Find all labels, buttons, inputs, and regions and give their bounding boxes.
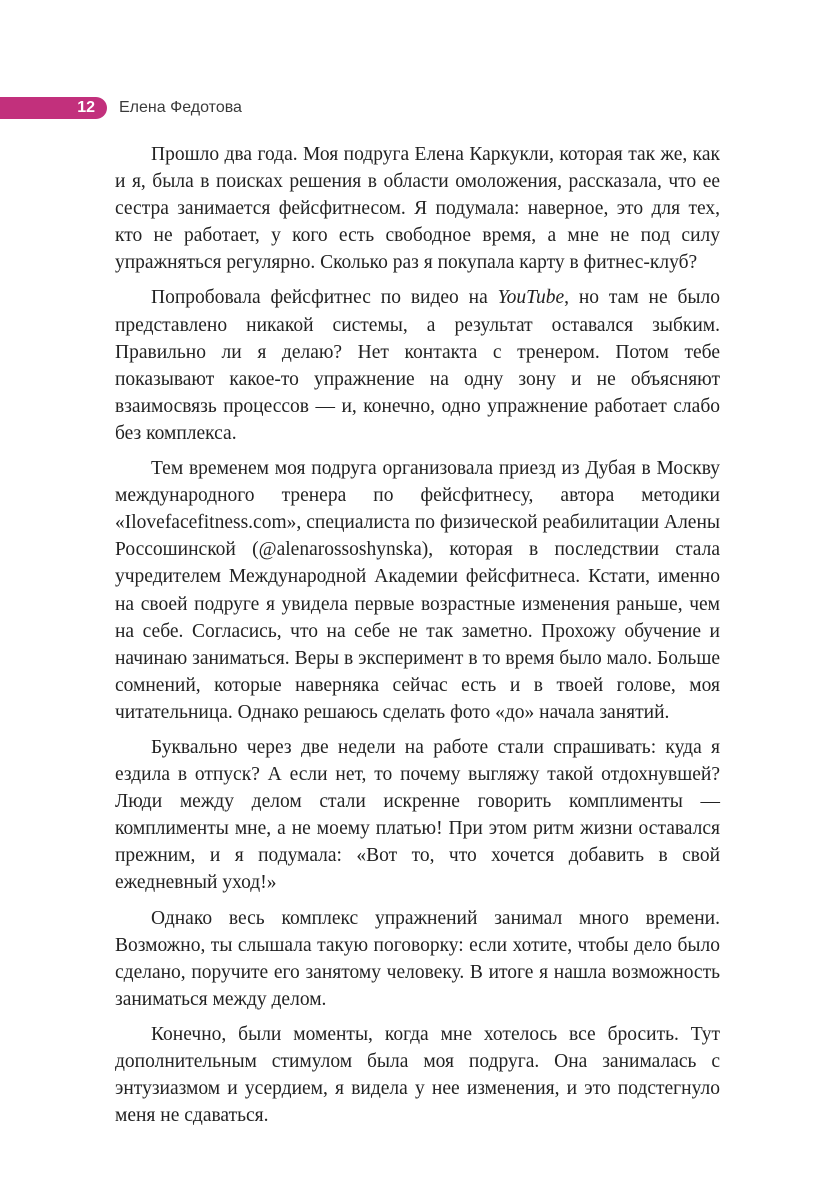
paragraph: Тем временем моя подруга организовала приезд из Дубая в Москву международного тренера по фейсфитнесу, автора методики «Ilovefacefitness.com», специалиста по физической реабилитации Алены Россошинской (@alenarossoshynska), которая в последствии стала учредителем Международной Академии фейсфитнеса. Кстати, именно на своей подруге я увидела первые возрастные изменения раньше, чем на себе. Согласись, что на себе не так заметно. Прохожу обучение и начинаю заниматься. Веры в эксперимент в то время было мало. Больше сомнений, которые наверняка сейчас есть и в твоей голове, моя читательница. Однако решаюсь сделать фото «до» начала занятий.: [115, 458, 720, 723]
paragraph-text: , но там не было представлено никакой системы, а результат оставался зыбким. Правильно ли я делаю? Нет контакта с тренером. Потом тебе показывают какое-то упражнение на одну зону и не объясняют взаимосвязь процессов — и, конечно, одно упражнение работает слабо без комплекса.: [115, 287, 720, 444]
page-number-tab: [0, 97, 107, 119]
paragraph: [115, 284, 720, 447]
running-header: [0, 95, 819, 121]
paragraph: Буквально через две недели на работе стали спрашивать: куда я ездила в отпуск? А если нет, то почему выгляжу такой отдохнувшей? Люди между делом стали искренне говорить комплименты — комплименты мне, а не моему платью! При этом ритм жизни оставался прежним, и я подумала: «Вот то, что хочется добавить в свой ежедневный уход!»: [115, 736, 720, 894]
author-name: Елена Федотова: [119, 99, 242, 116]
paragraph: Однако весь комплекс упражнений занимал много времени. Возможно, ты слышала такую поговорку: если хотите, чтобы дело было сделано, поручите его занятому человеку. В итоге я нашла возможность заниматься между делом.: [115, 907, 720, 1010]
paragraph: Конечно, были моменты, когда мне хотелось все бросить. Тут дополнительным стимулом была моя подруга. Она занималась с энтузиазмом и усердием, я видела у нее изменения, и это подстегнуло меня не сдаваться.: [115, 1023, 720, 1127]
paragraph-text: Попробовала фейсфитнес по видео на: [151, 287, 498, 309]
page-number: 12: [77, 99, 95, 116]
body-text: [115, 141, 720, 1137]
paragraph: Прошло два года. Моя подруга Елена Каркукли, которая так же, как и я, была в поисках решения в области омоложения, рассказала, что ее сестра занимается фейсфитнесом. Я подумала: наверное, это для тех, кто не работает, у кого есть свободное время, а мне не под силу упражняться регулярно. Сколько раз я покупала карту в фитнес-клуб?: [115, 144, 720, 274]
brand-name: YouTube: [497, 287, 565, 309]
